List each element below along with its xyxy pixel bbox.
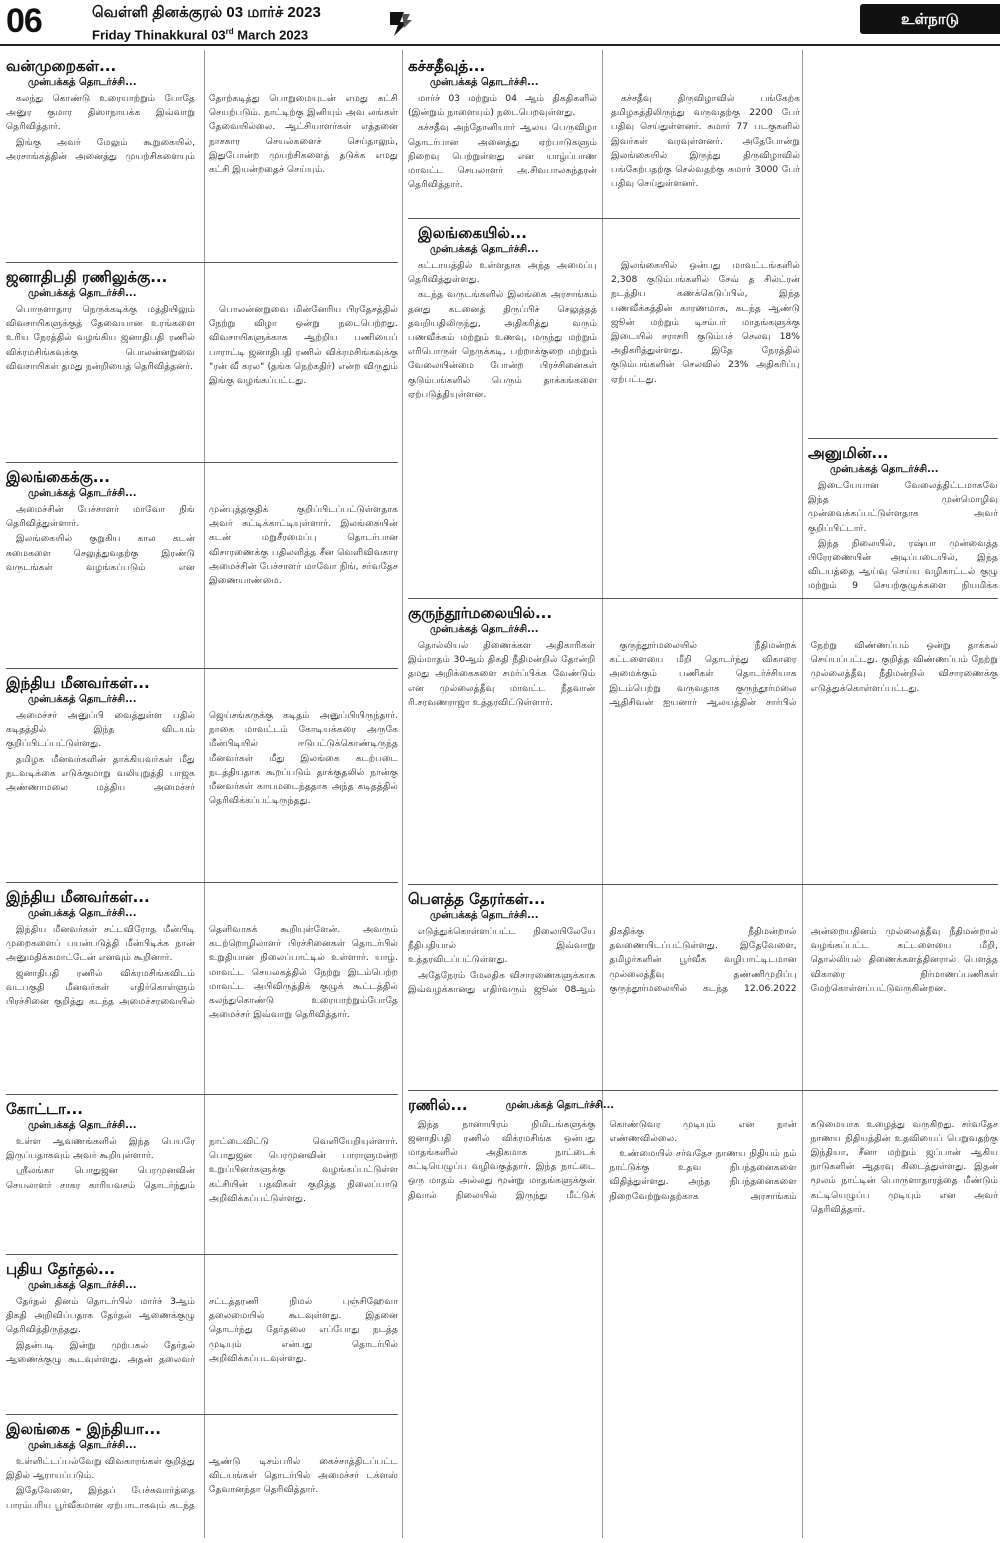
article-byline: முன்பக்கத் தொடர்ச்சி... xyxy=(28,1120,137,1131)
article-kachatheevu xyxy=(408,52,800,202)
article-paragraph: கலந்து கொண்டு உரையாற்றும் போதே அனுர குமார திஸாநாயக்க இவ்வாறு தெரிவித்தார். xyxy=(6,93,195,133)
article-paragraph: கட்டாயத்தில் உள்ளதாக அந்த அமைப்பு தெரிவித்துள்ளது. xyxy=(408,260,597,286)
article-body xyxy=(408,639,998,710)
section-tag: உள்நாடு xyxy=(860,4,1000,34)
article-headline: இலங்கைக்கு... xyxy=(6,468,110,486)
article-indhiya-meenavargal-2 xyxy=(6,882,398,1090)
article-paragraph: இதன்படி இன்று முற்பகல் தேர்தல் ஆணைக்குழு கூடவுள்ளது. அதன் தலைவர் சட்டத்தரணி நிமல் புஞ்சிஹேவா தலைமையில் கூடவுள்ளது. இதனை தொடர்ந்து தேர்தலை எப்போது நடத்த முடியும் என்பது தொடர்பில் அறிவிக்கப்படவுள்ளது. xyxy=(6,1296,398,1365)
article-body xyxy=(408,1118,998,1217)
article-headline: புதிய தேர்தல்... xyxy=(6,1260,116,1278)
article-paragraph: ஸ்ரீலங்கா பொதுஜன பெரமுனவின் செயலாளர் சாகர காரியவசம் தொடர்ந்தும் நாட்டைவிட்டு வெளியேறியுள்ளார். பொதுஜன பெரமுனவின் பாராளுமன்ற உறுப்பினர்களுக்கு வழங்கப்பட்டுள்ள கட்சியின் பதவிகள் குறித்த நிலைப்பாடு அறிவிக்கப்பட்டுள்ளது. xyxy=(6,1136,398,1204)
article-kurundhoormalai xyxy=(408,598,998,878)
article-headline: அனுமின்... xyxy=(808,444,889,462)
article-byline: முன்பக்கத் தொடர்ச்சி... xyxy=(28,1440,137,1451)
masthead-dateline xyxy=(92,4,321,42)
article-byline: முன்பக்கத் தொடர்ச்சி... xyxy=(28,694,137,705)
article-headline xyxy=(408,1091,998,1116)
article-paragraph: அதேநேரம் மேலதிக விசாரணைகளுக்காக இவ்வழக்கானது எதிர்வரும் ஜூன் 08ஆம் திகதிக்கு நீதிமன்றால் தவணையிடப்பட்டுள்ளது. இதேவேளை, தமிழர்களின் பூர்வீக வழிபாட்டிடமான முல்லைத்தீவு தண்ணிமுறிப்பு குருந்தூர்மலையில் கடந்த 12.06.2022 அன்றையதினம் முல்லைத்தீவு நீதிமன்றால் வழங்கப்பட்ட கட்டளையை மீறி, தொல்லியல் திணைக்களத்தினரால் பௌத்த விகாரை நிர்மாணப்பணிகள் மேற்கொள்ளப்பட்டுவருகின்றன. xyxy=(408,926,998,995)
article-paragraph: தொல்லியல் திணைக்கள அதிகாரிகள் இம்மாதம் 30ஆம் திகதி நீதிமன்றில் தோன்றி தமது அறிக்கைகளை சமர்ப்பிக்க வேண்டும் என முல்லைத்தீவு மாவட்ட நீதவான் ரி.சரவணராஜா உத்தரவிட்டுள்ளார். xyxy=(408,640,596,708)
article-paragraph: அமைச்சர் அனுப்பி வைத்துள்ள பதில் கடிதத்தில் இந்த விடயம் குறிப்பிடப்பட்டுள்ளது. xyxy=(6,710,195,750)
article-paragraph: அமைச்சின் பேச்சாளர் மாவோ நிங் தெரிவித்துள்ளார். xyxy=(6,504,195,530)
article-byline: முன்பக்கத் தொடர்ச்சி... xyxy=(430,244,539,255)
article-pudhiya-therthal xyxy=(6,1254,398,1410)
article-paragraph: தமிழக மீனவர்களின் தாக்கியவர்கள் மீது நடவடிக்கை எடுக்குமாறு வலியுறுத்தி பாஜக அண்ணாமலை மத்திய அமைச்சர் ஜெய்சங்கருக்கு கடிதம் அனுப்பியிருந்தார். நாகை மாவட்டம் கோடியக்கரை அருகே மீன்பிடியில் ஈடுபட்டுக்கொண்டிருந்த மீனவர்கள் மீது இலங்கை கடற்படை நடத்தியதாக கூறப்படும் தாக்குதலில் நான்கு மீனவர்கள் காயமடைந்ததாக அந்த கடிதத்தில் தெரிவிக்கப்பட்டிருந்தது. xyxy=(6,710,398,807)
article-paragraph: கடந்த வருடங்களில் இலங்கை அரசாங்கம் தனது கடனைத் திருப்பிச் செலுத்தத் தவறியதிலிருந்து, அதிகரித்து வரும் பணவீக்கம் மற்றும் உணவு, மருந்து மற்றும் எரிபொருள் நெருக்கடி, பற்றாக்குறை மற்றும் வேலையின்மை போன்ற பிரச்சினைகள் குடும்பங்களில் பெரும் தாக்கங்களை ஏற்படுத்தியுள்ளன. xyxy=(408,289,597,400)
article-body xyxy=(6,503,398,588)
article-paragraph: ஜனாதிபதி ரணில் விக்ரமசிங்கவிடம் வடபகுதி மீனவர்கள் எதிர்கொள்ளும் பிரச்சினை குறித்து கடந்த அமைச்சரவையில் தெளிவாகக் கூறியுள்ளேன். அவரும் கடற்றொழிலாளர் பிரச்சினைகள் தொடர்பில் உறுதியான நிலைப்பாட்டில் உள்ளார். யாழ். மாவட்ட செயலகத்தில் நேற்று இடம்பெற்ற மாவட்ட அபிவிருத்திக் குழுக் கூட்டத்தில் கலந்துகொண்டு உரையாற்றும்போதே அமைச்சர் இவ்வாறு தெரிவித்தார். xyxy=(6,924,398,1021)
article-headline: கோட்டா... xyxy=(6,1100,83,1118)
article-paragraph: இலங்கையில் ஒன்பது மாவட்டங்களில் 2,308 குடும்பங்களில் சேவ் த சில்ட்ரன் நடத்திய கணக்கெடுப்பில், இந்த பணவீக்கத்தின் காரணமாக, கடந்த ஆண்டு ஜூன் மற்றும் டிசம்பர் மாதங்களுக்கு இடையில் சராசரி குடும்பச் செலவு 18% அதிகரித்துள்ளது. இதே நேரத்தில் குடும்பங்களின் செலவில் 23% அதிகரிப்பு ஏற்பட்டது. xyxy=(611,260,800,385)
article-body xyxy=(408,92,800,193)
article-body xyxy=(408,259,800,402)
article-body xyxy=(408,925,998,997)
article-headline: இலங்கையில்... xyxy=(418,224,527,242)
article-paragraph: மார்ச் 03 மற்றும் 04 ஆம் திகதிகளில் (இன்றும் நாளையும்) நடைபெறவுள்ளது. xyxy=(408,93,597,119)
article-body xyxy=(6,1135,398,1206)
article-paragraph: உள்ளிட்டப்பல்வேறு விவகாரங்கள் குறித்து இதில் ஆராயப்படும். xyxy=(6,1456,195,1482)
article-kotta xyxy=(6,1094,398,1250)
article-body xyxy=(6,709,398,808)
article-paragraph: உள்ள ஆவணங்களில் இந்த பெயரே இருப்பதாகவும் அவர் கூறியுள்ளார். xyxy=(6,1136,195,1162)
article-headline: ஜனாதிபதி ரணிலுக்கு... xyxy=(6,268,168,286)
article-paragraph: இந்த நானாயிரம் நிமிடங்களுக்கு ஜனாதிபதி ரணில் விக்ரமசிங்க ஒன்பது மாதங்களில் அதிகமாக நாட்டைக் கட்டியெழுப்ப வழிவகுத்தார். இந்த நாட்டை ஒரு மாதம் அல்லது மூன்று மாதங்களுக்குள் திவால் நிலையில் இருந்து மீட்டுக் கொண்டுவர முடியும் என நான் எண்ணவில்லை. xyxy=(408,1118,797,1201)
article-headline: பௌத்த தேரர்கள்... xyxy=(408,890,546,908)
article-paragraph: பொருளாதார நெருக்கடிக்கு மத்தியிலும் விவசாயிகளுக்குத் தேவையான உரங்களை உரிய நேரத்தில் வழங்கிய ஜனாதிபதி ரணில் விக்ரமசிங்கவுக்கு பொலன்னறுவை விவசாயிகள் தமது நன்றியைத் தெரிவித்தனர். xyxy=(6,304,195,372)
article-paragraph: இந்திய மீனவர்கள் சட்டவிரோத மீன்பிடி முறைகளைப் பயன்படுத்தி மீன்பிடிக்க நான் அனுமதிக்கமாட்டேன் எனவும் கூறினார். xyxy=(6,924,195,964)
article-byline: முன்பக்கத் தொடர்ச்சி... xyxy=(430,77,539,88)
article-headline: வன்முறைகள்... xyxy=(6,57,117,75)
article-paragraph: எடுத்துக்கொள்ளப்பட்ட நிலையிலேயே நீதிபதியால் இவ்வாறு உத்தரவிடப்பட்டுள்ளது. xyxy=(408,926,596,966)
english-dateline-day: Friday Thinakkural 03 xyxy=(92,27,226,43)
article-byline: முன்பக்கத் தொடர்ச்சி... xyxy=(430,910,539,921)
article-paragraph: பொலன்னறுவை மின்னேரிய பிரதேசத்தில் நேற்று விழா ஒன்று நடைபெற்றது. விவசாயிகளுக்காக ஆற்றிய பணியைப் பாராட்டி ஜனாதிபதி ரணில் விக்ரமசிங்கவுக்கு "ரன் வீ கரல" (தங்க நெற்கதிர்) என்ற விருதும் இங்கு வழங்கப்பட்டது. xyxy=(209,304,398,387)
article-bauddha-therargal xyxy=(408,884,998,1084)
article-paragraph: கச்சதீவு திருவிழாவில் பங்கேற்க தமிழகத்திலிருந்து வருவதற்கு 2200 பேர் பதிவு செய்துள்ளனர். சுமார் 77 படகுகளில் இவர்கள் வரவுள்ளனர். அதேபோன்று இலங்கையில் இருந்து திருவிழாவில் பங்கேற்பதற்கு செல்வதற்கு சுமார் 3000 பேர் பதிவு செய்துள்ளனர். xyxy=(611,93,800,190)
article-body xyxy=(6,92,398,177)
article-paragraph: இங்கு அவர் மேலும் கூறுகையில், அரசாங்கத்தின் அனைத்து முயற்சிகளையும் தோற்கடித்து பொறுமையுடன் எமது கட்சி செயற்படும். நாட்டிற்கு இனியும் அவ லங்கள் தேவையில்லை. ஆட்சியாளர்கள் எத்தனை நாசகார செயல்களைச் செய்தாலும், இதுபோன்ற முயற்சிகளைத் தடுக்க எமது கட்சி இயன்றதைச் செய்யும். xyxy=(6,93,398,176)
article-byline: முன்பக்கத் தொடர்ச்சி... xyxy=(28,1280,137,1291)
tamil-dateline: வெள்ளி தினக்குரல் 03 மார்ச் 2023 xyxy=(92,4,321,21)
article-anumin xyxy=(808,438,998,594)
article-paragraph: இடையேயான வேலைத்திட்டமாகவே இந்த முன்மொழிவு முன்வைக்கப்பட்டுள்ளதாக அவர் குறிப்பிட்டார். xyxy=(808,480,998,534)
article-byline: முன்பக்கத் தொடர்ச்சி... xyxy=(28,288,137,299)
article-byline: முன்பக்கத் தொடர்ச்சி... xyxy=(505,1099,615,1111)
article-headline: இலங்கை - இந்தியா... xyxy=(6,1420,161,1438)
column-rule xyxy=(402,50,403,1538)
article-byline: முன்பக்கத் தொடர்ச்சி... xyxy=(28,908,137,919)
article-body xyxy=(6,303,398,388)
article-ilangaiyil xyxy=(408,218,800,594)
article-headline-text: ரணில்... xyxy=(408,1096,468,1114)
page-number: 06 xyxy=(6,2,42,40)
article-indhiya-meenavargal-1 xyxy=(6,668,398,878)
masthead xyxy=(0,0,1000,46)
article-byline: முன்பக்கத் தொடர்ச்சி... xyxy=(430,624,539,635)
article-byline: முன்பக்கத் தொடர்ச்சி... xyxy=(28,488,137,499)
article-ranil xyxy=(408,1090,998,1540)
article-paragraph: கச்சதீவு அந்தோனியார் ஆலய பெருவிழா தொடர்பான அனைத்து ஏற்பாடுகளும் நிறைவு பெற்றுள்ளது என யாழ்ப்பாண மாவட்ட செயலாளர் அ.சிவபாலசுந்தரன் தெரிவித்தார். xyxy=(408,122,597,191)
article-vanmuraigal xyxy=(6,52,398,258)
article-headline: இந்திய மீனவர்கள்... xyxy=(6,674,150,692)
article-paragraph: குருந்தூர்மலையில் நீதிமன்றக் கட்டளையை மீறி தொடர்ந்து விகாரை அமைக்கும் பணிகள் தொடர்ச்சியாக இடம்பெற்று வருவதாக குருந்தூர்மலை ஆதிசிவன் ஐயனார் ஆலயத்தின் சார்பில் நேற்று விண்ணப்பம் ஒன்று தாக்கல் செய்யப்பட்டது. குறித்த விண்ணப்பம் நேற்று முல்லைத்தீவு நீதிமன்றில் விசாரணைக்கு எடுத்துக்கொள்ளப்பட்டது. xyxy=(609,640,998,708)
article-paragraph: தேர்தல் தினம் தொடர்பில் மார்ச் 3ஆம் திகதி அறிவிப்பதாக தேர்தல் ஆணைக்குழு தெரிவித்திருந்தது. xyxy=(6,1296,195,1336)
article-byline: முன்பக்கத் தொடர்ச்சி... xyxy=(830,464,939,475)
article-body xyxy=(6,1295,398,1367)
article-headline: குருந்தூர்மலையில்... xyxy=(408,604,553,622)
article-paragraph: உண்மையில் சர்வதேச நாணய நிதியம் நம் நாட்டுக்கு உதவ நிபந்தனைகளை விதித்துள்ளது. அந்த நிபந்தனைகளை நிறைவேற்றுவதற்காக அரசாங்கம் கடுமையாக உழைத்து வருகிறது. சர்வதேச நாணய நிதியத்தின் உதவியைப் பெறுவதற்கு இந்தியா, சீனா மற்றும் ஜப்பான் ஆகிய நாடுகளின் ஆதரவு கிடைத்துள்ளது. இதன் மூலம் நாட்டின் பொருளாதாரத்தை மீண்டும் கட்டியெழுப்ப முடியும் என அவர் தெரிவித்தார். xyxy=(609,1118,998,1215)
newspaper-logo-icon xyxy=(386,8,414,38)
article-body xyxy=(6,1455,398,1513)
english-dateline-suffix: rd xyxy=(225,27,234,36)
article-ilangaikku xyxy=(6,462,398,664)
article-paragraph: இந்த நிலையில், ரஷ்யா முன்வைத்த பிரேரணையின் அடிப்படையில், இந்த விடயத்தை ஆய்வு செய்ய வழிகாட்டல் குழு மற்றும் 9 செயற்குழுக்களை நியமிக்க xyxy=(808,537,998,592)
article-byline: முன்பக்கத் தொடர்ச்சி... xyxy=(28,77,137,88)
article-paragraph: இலங்கையில் குறுகிய கால கடன் சுமைகளை செலுத்துவதற்கு இரண்டு வருடங்கள் வழங்கப்படும் என முன்புத்தகுதிக் குறிப்பிடப்பட்டுள்ளதாக அவர் சுட்டிக்காட்டியுள்ளார். இலங்கையின் கடன் மறுசீரமைப்பு தொடர்பான விசாரணைக்கு பதிலளித்த சீன வெளிவிவகார அமைச்சின் பேச்சாளர் மாவோ நிங், சர்வதேச இணையாண்மை. xyxy=(6,504,398,587)
article-janadhipathi xyxy=(6,262,398,458)
article-headline: கச்சதீவுத்... xyxy=(408,57,486,75)
article-paragraph: இதேவேளை, இந்தப் பேச்சுவார்த்தை பாரம்பரிய பூர்வீகமான ஏற்பாடாகவும் கடந்த ஆண்டு டிசம்பரில் கைச்சாத்திடப்பட்ட விடயங்கள் தொடர்பில் அமைச்சர் டக்ளஸ் தேவானந்தா தெரிவித்தார். xyxy=(6,1456,398,1511)
english-dateline-month: March 2023 xyxy=(233,27,309,43)
article-body xyxy=(808,479,998,594)
article-ilangai-indhiya xyxy=(6,1414,398,1540)
article-headline: இந்திய மீனவர்கள்... xyxy=(6,888,150,906)
article-body xyxy=(6,923,398,1022)
english-dateline xyxy=(92,27,321,42)
